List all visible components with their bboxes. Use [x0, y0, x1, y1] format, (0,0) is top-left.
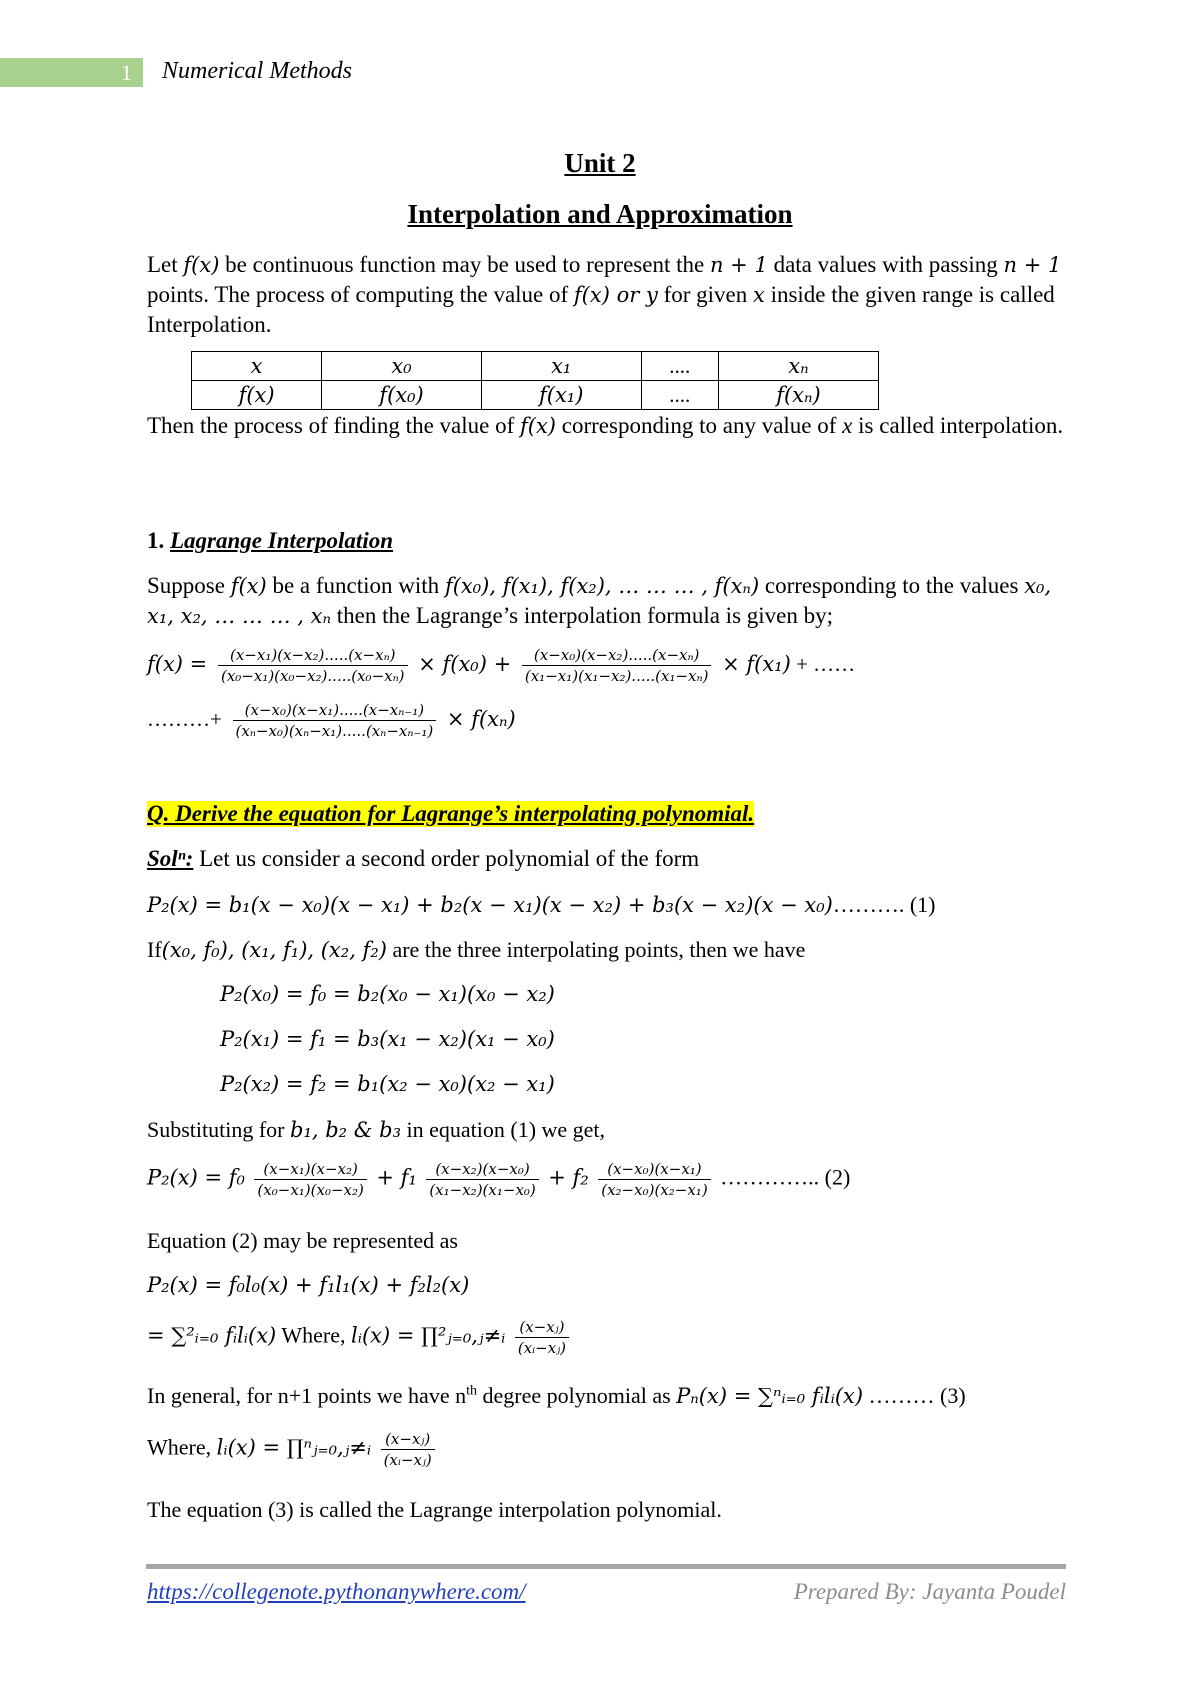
fraction: $\frac{\text{(x−xⱼ)}}{\text{(xᵢ−xⱼ)}}$ — [515, 1318, 569, 1357]
section-heading: 1. Lagrange Interpolation — [147, 528, 394, 553]
fraction: $\frac{\text{(x−x₁)(x−x₂).....(x−xₙ)}}{\text{(x₀−x₁)(x₀−x₂).....(x₀−xₙ)}}$ — [218, 646, 408, 685]
data-table — [191, 351, 879, 410]
page-number: 1 — [121, 60, 132, 85]
table-cell: .... — [641, 352, 718, 381]
question-heading: Q. Derive the equation for Lagrange’s interpolating polynomial. — [147, 801, 755, 826]
header-title: Numerical Methods — [162, 58, 352, 84]
table-cell: xₙ — [718, 352, 878, 381]
table-cell: f(x₁) — [481, 381, 641, 410]
basis-definition-line: Where, lᵢ(x) = ∏ⁿⱼ₌₀,ⱼ≠ᵢ $\frac{\text{(x−xⱼ)}}{\text{(xᵢ−xⱼ)}}$ — [147, 1430, 439, 1469]
substitution-line: Substituting for b₁, b₂ & b₃ in equation (1) we get, — [147, 1117, 606, 1142]
table-row — [192, 352, 879, 381]
unit-title: Unit 2 — [564, 148, 636, 178]
table-cell: f(x) — [192, 381, 322, 410]
condition-1: P₂(x₀) = f₀ = b₂(x₀ − x₁)(x₀ − x₂) — [220, 982, 555, 1006]
after-table-paragraph: Then the process of finding the value of f(x) corresponding to any value of x is called interpolation. — [147, 413, 1064, 438]
lagrange-formula-line1: f(x) = $\frac{\text{(x−x₁)(x−x₂).....(x−xₙ)}}{\text{(x₀−x₁)(x₀−x₂).....(x₀−xₙ)}}$ × f(x₀) + $\frac{\text{(x−x₀)(x−x₂).....(x−xₙ)}}{\text{(x₁−x₁)(x₁−x₂).....(x₁−xₙ)}}$ × f(x₁) + …… — [147, 646, 856, 685]
table-cell: x — [192, 352, 322, 381]
fraction: $\frac{\text{(x−x₂)(x−x₀)}}{\text{(x₁−x₂)(x₁−x₀)}}$ — [426, 1160, 538, 1199]
footer-author: Prepared By: Jayanta Poudel — [793, 1579, 1066, 1604]
condition-2: P₂(x₁) = f₁ = b₃(x₁ − x₂)(x₁ − x₀) — [220, 1027, 555, 1051]
equation-lagrange-basis: P₂(x) = f₀l₀(x) + f₁l₁(x) + f₂l₂(x) — [147, 1273, 470, 1297]
solution-intro: Solⁿ: Let us consider a second order polynomial of the form — [147, 846, 700, 871]
represented-as-line: Equation (2) may be represented as — [147, 1228, 458, 1253]
lagrange-formula-line2: ………+ $\frac{\text{(x−x₀)(x−x₁).....(x−xₙ₋₁)}}{\text{(xₙ−x₀)(xₙ−x₁).....(xₙ−xₙ₋₁)}}$ × f(xₙ) — [147, 701, 516, 740]
table-cell: .... — [641, 381, 718, 410]
conclusion-line: The equation (3) is called the Lagrange interpolation polynomial. — [147, 1497, 722, 1522]
fraction: $\frac{\text{(x−x₀)(x−x₁).....(x−xₙ₋₁)}}{\text{(xₙ−x₀)(xₙ−x₁).....(xₙ−xₙ₋₁)}}$ — [233, 701, 437, 740]
equation-2: P₂(x) = f₀ $\frac{\text{(x−x₁)(x−x₂)}}{\text{(x₀−x₁)(x₀−x₂)}}$ + f₁ $\frac{\text{(x−x₂)(x−x₀)}}{\text{(x₁−x₂)(x₁−x₀)}}$ + f₂ $\frac{\text{(x−x₀)(x−x₁)}}{\text{(x₂−x₀)(x₂−x₁)}}$ ………….. (2) — [147, 1160, 851, 1199]
table-cell: f(x₀) — [322, 381, 482, 410]
summation-line: = ∑²ᵢ₌₀ fᵢlᵢ(x) Where, lᵢ(x) = ∏²ⱼ₌₀,ⱼ≠ᵢ $\frac{\text{(x−xⱼ)}}{\text{(xᵢ−xⱼ)}}$ — [147, 1318, 573, 1357]
lagrange-paragraph: Suppose f(x) be a function with f(x₀), f(x₁), f(x₂), … … … , f(xₙ) corresponding to the values x₀, x₁, x₂, … … … , xₙ then the Lagrange’s interpolation formula is given by; — [147, 573, 1052, 628]
fraction: $\frac{\text{(x−x₁)(x−x₂)}}{\text{(x₀−x₁)(x₀−x₂)}}$ — [254, 1160, 366, 1199]
footer-divider — [146, 1564, 1066, 1569]
fraction: $\frac{\text{(x−x₀)(x−x₁)}}{\text{(x₂−x₀)(x₂−x₁)}}$ — [598, 1160, 710, 1199]
interpolating-points-line: If(x₀, f₀), (x₁, f₁), (x₂, f₂) are the three interpolating points, then we have — [147, 937, 806, 962]
fraction: $\frac{\text{(x−x₀)(x−x₂).....(x−xₙ)}}{\text{(x₁−x₁)(x₁−x₂).....(x₁−xₙ)}}$ — [522, 646, 712, 685]
fraction: $\frac{\text{(x−xⱼ)}}{\text{(xᵢ−xⱼ)}}$ — [381, 1430, 435, 1469]
general-case-line: In general, for n+1 points we have $n^{th}$ degree polynomial as Pₙ(x) = ∑ⁿᵢ₌₀ fᵢlᵢ(x) ……… (3) — [147, 1383, 966, 1408]
table-row — [192, 381, 879, 410]
chapter-title: Interpolation and Approximation — [407, 199, 793, 229]
condition-3: P₂(x₂) = f₂ = b₁(x₂ − x₀)(x₂ − x₁) — [220, 1072, 555, 1096]
table-cell: x₁ — [481, 352, 641, 381]
equation-1: P₂(x) = b₁(x − x₀)(x − x₁) + b₂(x − x₁)(x − x₂) + b₃(x − x₂)(x − x₀)………. (1) — [147, 892, 936, 917]
table-cell: f(xₙ) — [718, 381, 878, 410]
intro-paragraph: Let f(x) be continuous function may be used to represent the n + 1 data values with passing n + 1 points. The process of computing the value of f(x) or y for given x inside the given range is called Interpolation. — [147, 252, 1062, 337]
footer-link[interactable]: https://collegenote.pythonanywhere.com/ — [147, 1579, 526, 1604]
table-cell: x₀ — [322, 352, 482, 381]
